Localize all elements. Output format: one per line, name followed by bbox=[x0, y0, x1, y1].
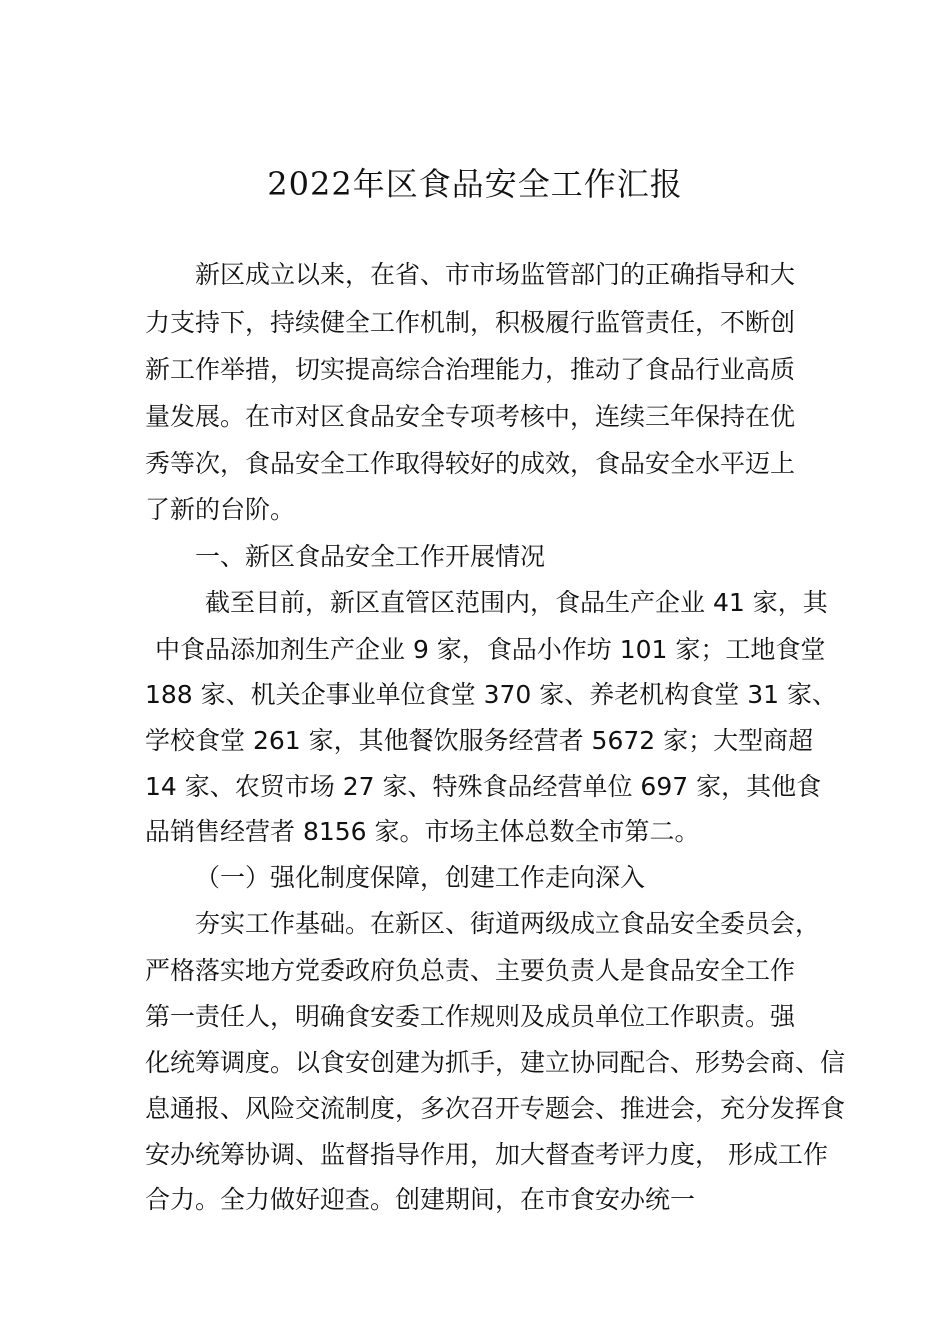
paragraph-line: 中食品添加剂生产企业 9 家，食品小作坊 101 家；工地食堂 bbox=[155, 635, 826, 664]
section-heading: 一、新区食品安全工作开展情况 bbox=[195, 542, 546, 571]
paragraph-line: 学校食堂 261 家，其他餐饮服务经营者 5672 家；大型商超 bbox=[145, 726, 814, 755]
paragraph-line: 截至目前，新区直管区范围内，食品生产企业 41 家，其 bbox=[205, 588, 828, 617]
paragraph-line: 合力。全力做好迎查。创建期间，在市食安办统一 bbox=[145, 1185, 696, 1214]
paragraph-line: 秀等次，食品安全工作取得较好的成效，食品安全水平迈上 bbox=[145, 449, 796, 478]
paragraph-line: 夯实工作基础。在新区、街道两级成立食品安全委员会， bbox=[195, 909, 821, 938]
paragraph-line: 品销售经营者 8156 家。市场主体总数全市第二。 bbox=[145, 817, 700, 846]
paragraph-line: 第一责任人，明确食安委工作规则及成员单位工作职责。强 bbox=[145, 1002, 796, 1031]
subsection-heading: （一）强化制度保障，创建工作走向深入 bbox=[195, 863, 646, 892]
paragraph-line: 力支持下，持续健全工作机制，积极履行监管责任，不断创 bbox=[145, 308, 796, 337]
paragraph-line: 化统筹调度。以食安创建为抓手，建立协同配合、形势会商、信 bbox=[145, 1048, 846, 1077]
paragraph-line: 14 家、农贸市场 27 家、特殊食品经营单位 697 家，其他食 bbox=[145, 772, 822, 801]
paragraph-line: 安办统筹协调、监督指导作用，加大督查考评力度， 形成工作 bbox=[145, 1140, 828, 1169]
paragraph-line: 188 家、机关企事业单位食堂 370 家、养老机构食堂 31 家、 bbox=[145, 680, 837, 709]
document-title: 2022年区食品安全工作汇报 bbox=[267, 165, 683, 203]
paragraph-line: 量发展。在市对区食品安全专项考核中，连续三年保持在优 bbox=[145, 402, 796, 431]
paragraph-line: 新区成立以来，在省、市市场监管部门的正确指导和大 bbox=[195, 260, 796, 289]
paragraph-line: 息通报、风险交流制度，多次召开专题会、推进会，充分发挥食 bbox=[145, 1094, 846, 1123]
paragraph-line: 新工作举措，切实提高综合治理能力，推动了食品行业高质 bbox=[145, 355, 796, 384]
paragraph-line: 了新的台阶。 bbox=[145, 495, 296, 524]
paragraph-line: 严格落实地方党委政府负总责、主要负责人是食品安全工作 bbox=[145, 956, 796, 985]
